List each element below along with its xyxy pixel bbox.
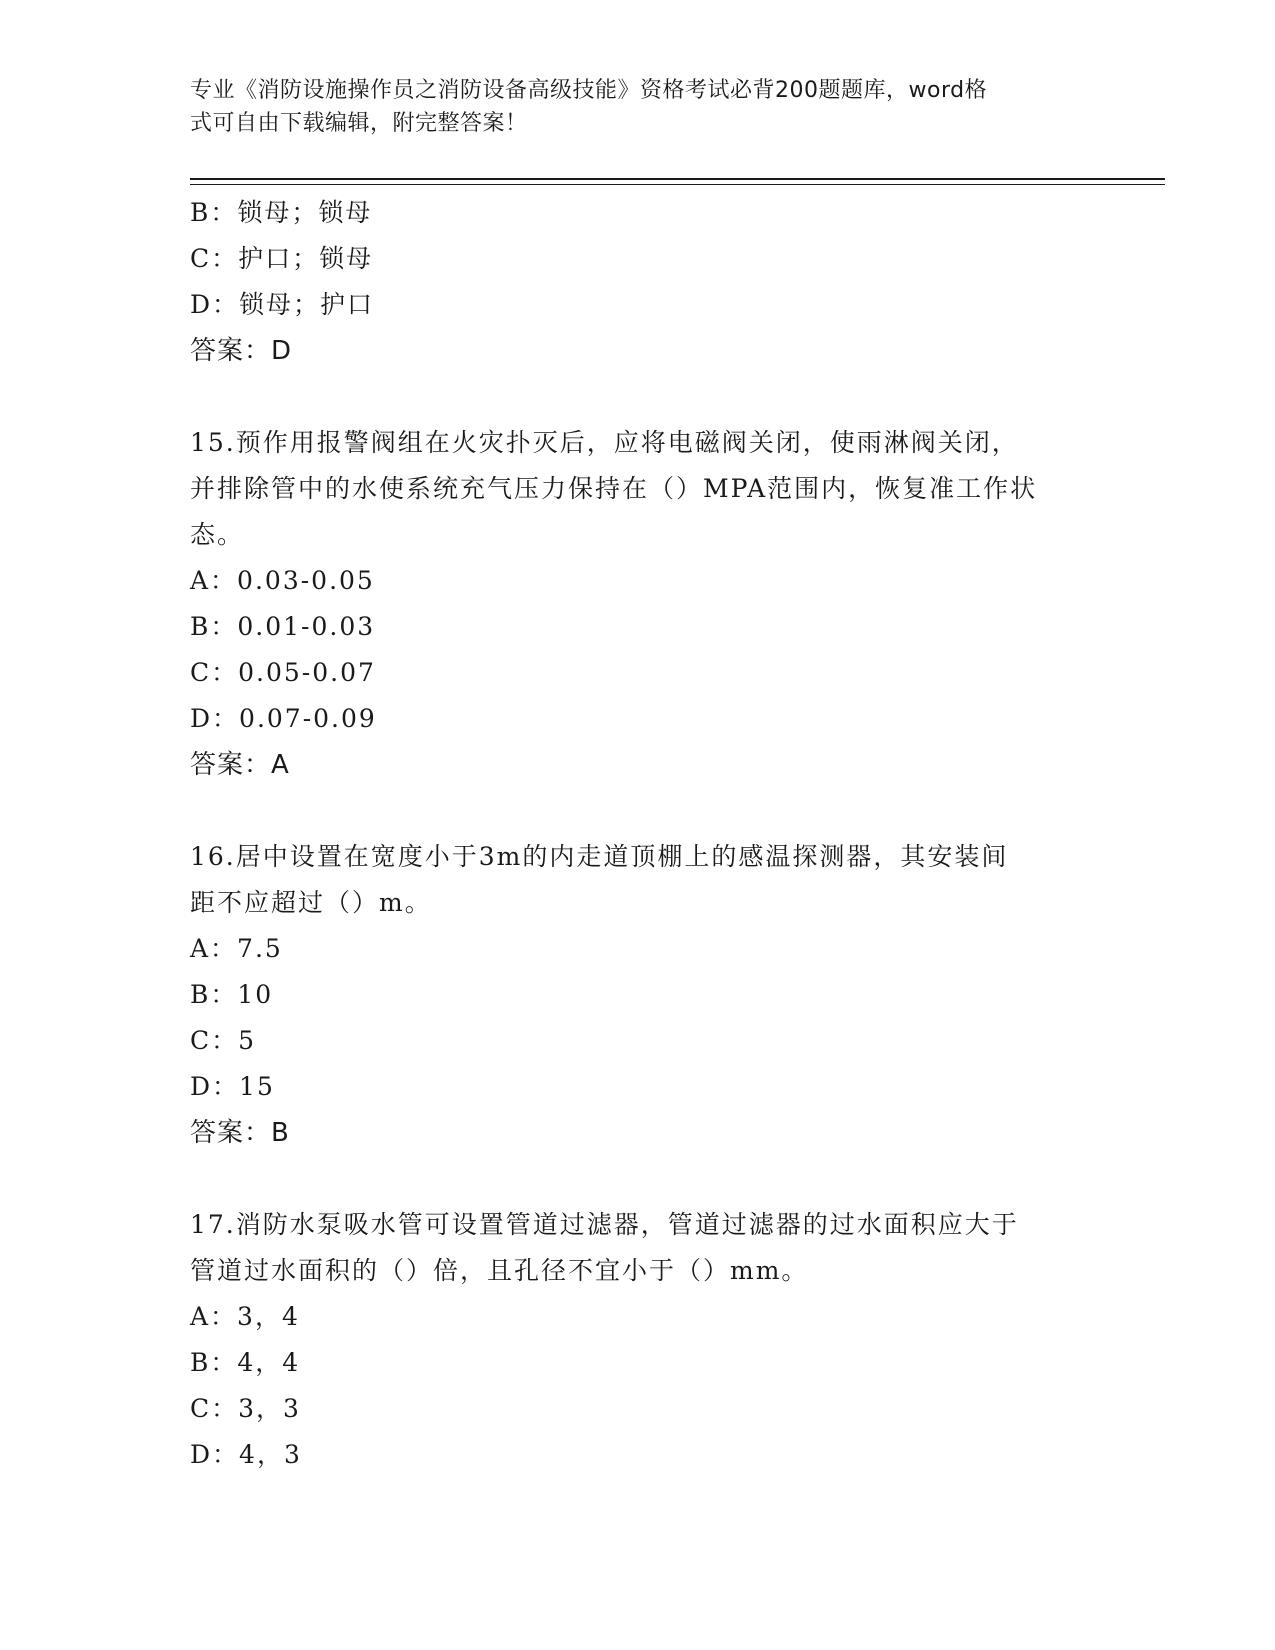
question-text-line: 15.预作用报警阀组在火灾扑灭后，应将电磁阀关闭，使雨淋阀关闭， [190,428,1019,457]
header-line-1: 专业《消防设施操作员之消防设备高级技能》资格考试必背200题题库，word格 [190,78,988,103]
question-text-line: 16.居中设置在宽度小于3m的内走道顶棚上的感温探测器，其安装间 [190,842,1009,871]
question-text-line: 17.消防水泵吸水管可设置管道过滤器，管道过滤器的过水面积应大于 [190,1210,1019,1239]
question-text-line: 管道过水面积的（）倍，且孔径不宜小于（）mm。 [190,1256,809,1285]
question-17 [190,1202,1090,1478]
document-header [190,74,1090,140]
option-a: A：3，4 [190,1302,300,1331]
answer-line: 答案：D [190,336,293,366]
question-content [190,190,1090,1478]
option-a: A：0.03-0.05 [190,566,375,595]
option-d: D：0.07-0.09 [190,704,377,733]
option-b: B：10 [190,980,274,1009]
option-b: B：0.01-0.03 [190,612,376,641]
option-a: A：7.5 [190,934,283,963]
option-d: D：锁母；护口 [190,290,375,319]
option-d: D：15 [190,1072,275,1101]
option-c: C：护口；锁母 [190,244,374,273]
question-text-line: 并排除管中的水使系统充气压力保持在（）MPA范围内，恢复准工作状 [190,474,1038,503]
question-text-line: 距不应超过（）m。 [190,888,432,917]
option-d: D：4，3 [190,1440,302,1469]
question-15 [190,420,1090,788]
option-c: C：5 [190,1026,257,1055]
answer-line: 答案：A [190,750,290,780]
question-text-line: 态。 [190,520,245,549]
header-divider-thin [190,184,1165,185]
header-line-2: 式可自由下载编辑，附完整答案！ [190,111,528,136]
option-b: B：4，4 [190,1348,301,1377]
answer-line: 答案：B [190,1118,290,1148]
option-c: C：0.05-0.07 [190,658,376,687]
header-divider-thick [190,178,1165,180]
option-b: B：锁母；锁母 [190,198,373,227]
option-c: C：3，3 [190,1394,301,1423]
prev-question-block [190,190,1090,374]
question-16 [190,834,1090,1156]
